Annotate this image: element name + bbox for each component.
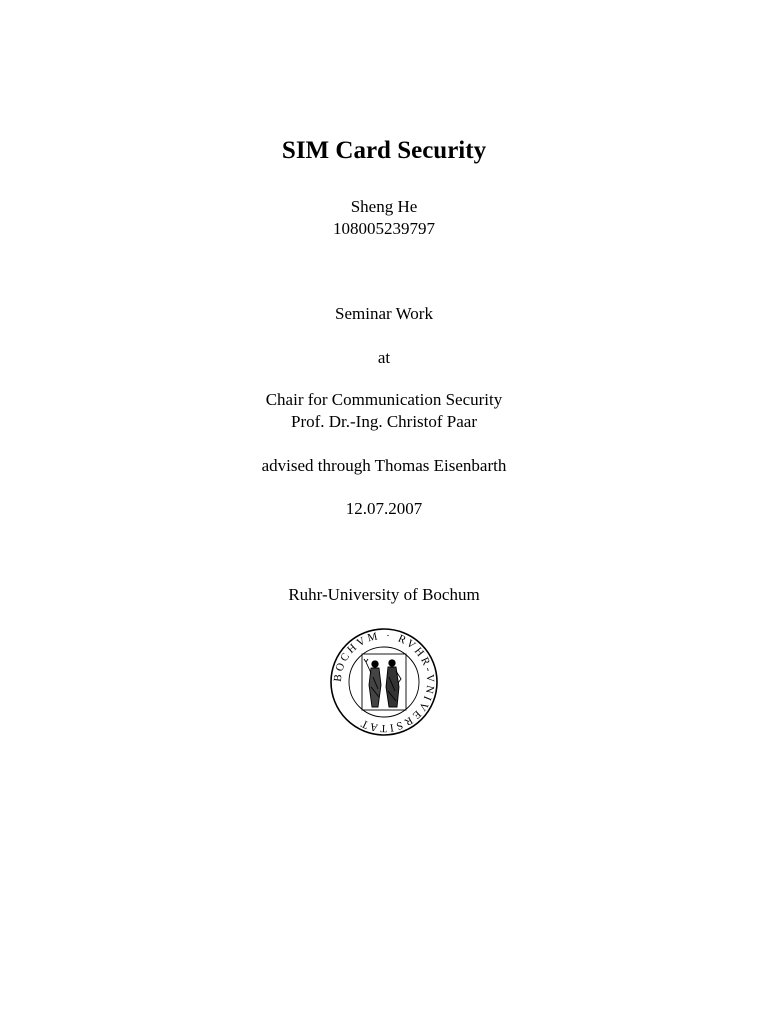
at-label: at bbox=[377, 348, 391, 367]
professor-name: Prof. Dr.-Ing. Christof Paar bbox=[290, 412, 478, 431]
document-date: 12.07.2007 bbox=[345, 499, 423, 518]
university-seal-icon bbox=[329, 627, 439, 737]
document-title: SIM Card Security bbox=[281, 137, 487, 164]
author-name: Sheng He bbox=[350, 197, 418, 216]
work-type: Seminar Work bbox=[335, 304, 433, 323]
chair-name: Chair for Communication Security bbox=[265, 390, 503, 409]
university-name: Ruhr-University of Bochum bbox=[288, 585, 480, 604]
student-id: 108005239797 bbox=[333, 219, 435, 238]
svg-text:BOCHVM · RVHR-VNIVERSITAT: BOCHVM · RVHR-VNIVERSITAT bbox=[331, 629, 437, 735]
advisor-line: advised through Thomas Eisenbarth bbox=[261, 456, 507, 475]
